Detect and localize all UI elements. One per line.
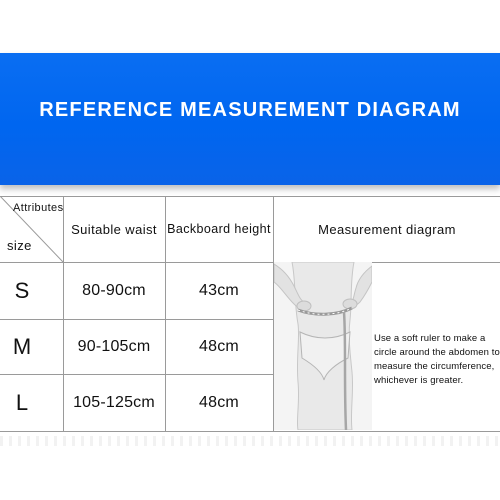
waist-cell: 90-105cm [77, 337, 151, 355]
waist-measurement-illustration [274, 262, 372, 430]
waist-cell: 105-125cm [73, 393, 155, 411]
corner-size-label: size [7, 238, 32, 253]
backboard-cell: 43cm [199, 281, 239, 299]
size-table [0, 196, 500, 432]
measurement-instruction-text: Use a soft ruler to make a circle around the abdomen to measure the circumference, whichever is greater. [374, 333, 500, 386]
header-suitable-waist: Suitable waist [71, 221, 157, 237]
page-title: REFERENCE MEASUREMENT DIAGRAM [39, 99, 461, 121]
header-measurement-diagram: Measurement diagram [318, 221, 456, 237]
waist-cell: 80-90cm [82, 281, 146, 299]
corner-attributes-label: Attributes [13, 202, 64, 214]
backboard-cell: 48cm [199, 393, 239, 411]
corner-header-cell [0, 196, 63, 262]
bottom-decoration [0, 436, 500, 446]
size-cell: L [15, 389, 29, 415]
backboard-cell: 48cm [199, 337, 239, 355]
table-border-bottom [0, 431, 500, 432]
header-backboard-height: Backboard height [167, 222, 271, 236]
size-cell: M [12, 333, 32, 359]
size-cell: S [14, 277, 30, 303]
